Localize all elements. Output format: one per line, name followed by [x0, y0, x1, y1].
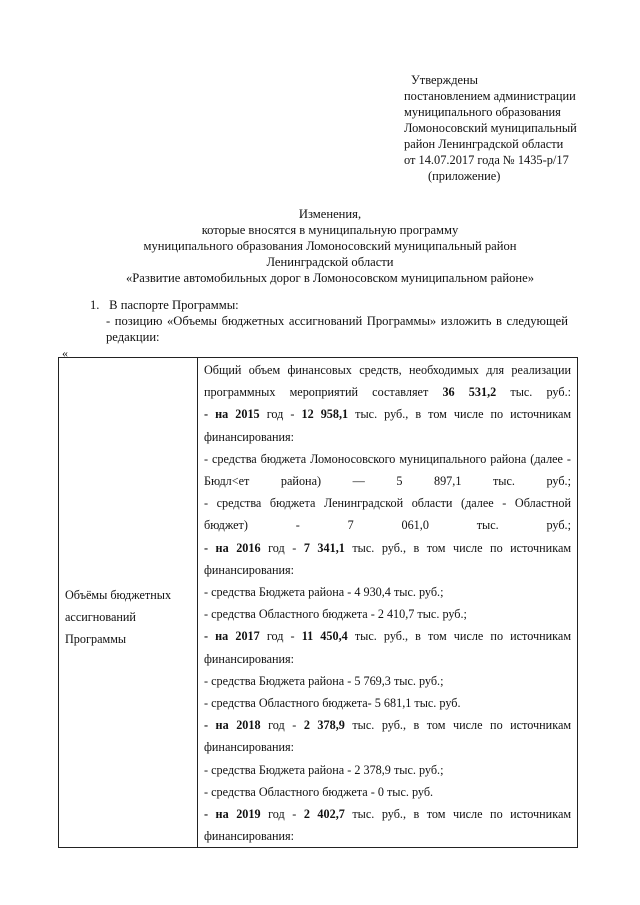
source-line: - средства Областного бюджета- 5 681,1 тыс. руб. — [204, 696, 461, 711]
heading-line: муниципального образования Ломоносовский муниципальный район — [143, 239, 517, 253]
source-line: - средства Областного бюджета - 2 410,7 тыс. руб.; — [204, 607, 467, 622]
source-line: - средства бюджета Ломоносовского муниципального района (далее - Бюдл<ет района) — 5 897,1 тыс. руб.; — [204, 451, 571, 489]
program-title: «Развитие автомобильных дорог в Ломоносовском муниципальном районе» — [125, 271, 534, 285]
budget-table — [58, 357, 578, 848]
approval-note: (приложение) — [428, 169, 501, 183]
heading-line: Ленинградской области — [266, 255, 394, 269]
year-amount: 12 958,1 — [301, 407, 349, 422]
row-content-cell — [198, 358, 578, 848]
year-amount: 2 402,7 — [303, 807, 345, 822]
section-text: - позицию «Объемы бюджетных ассигнований Программы» изложить в следующей редакции: — [106, 314, 568, 344]
approval-line: район Ленинградской области — [404, 137, 564, 151]
heading-line: Изменения, — [298, 207, 362, 221]
approval-block — [404, 72, 636, 184]
document-heading — [60, 206, 600, 286]
source-line: - средства Бюджета района - 5 769,3 тыс. руб.; — [204, 673, 444, 688]
total-line: Общий объем финансовых средств, необходимых для реализации программных мероприятий составляет 36 531,2 тыс. руб.: — [204, 363, 571, 400]
year-value: 2015 — [235, 407, 260, 422]
section-number: 1. — [90, 298, 100, 312]
source-line: - средства Бюджета района - 2 378,9 тыс. руб.; — [204, 762, 444, 777]
approval-line: постановлением администрации — [404, 89, 576, 103]
table-row — [59, 358, 578, 848]
year-value: 2019 — [236, 807, 261, 822]
heading-line: которые вносятся в муниципальную программу — [201, 223, 459, 237]
source-line: - средства бюджета Ленинградской области (далее - Областной бюджет) - 7 061,0 тыс. руб.; — [204, 496, 571, 533]
year-amount: 11 450,4 — [301, 629, 348, 644]
year-line-2019: - на 2019 год - 2 402,7 тыс. руб., в том числе по источникам финансирования: — [204, 807, 572, 844]
year-line-2018: - на 2018 год - 2 378,9 тыс. руб., в том числе по источникам финансирования: — [204, 718, 572, 755]
total-amount: 36 531,2 — [442, 385, 497, 400]
year-value: 2018 — [236, 718, 261, 733]
year-amount: 7 341,1 — [303, 540, 345, 555]
section-item — [90, 297, 568, 345]
source-line: - средства Областного бюджета - 0 тыс. руб. — [204, 784, 434, 799]
year-amount: 2 378,9 — [303, 718, 345, 733]
section-title: В паспорте Программы: — [109, 298, 239, 312]
approval-date-number: от 14.07.2017 года № 1435-р/17 — [404, 153, 569, 167]
row-label-line: ассигнований — [65, 610, 136, 625]
approval-line: муниципального образования — [404, 105, 561, 119]
row-label-line: Объёмы бюджетных — [65, 588, 172, 602]
year-line-2016: - на 2016 год - 7 341,1 тыс. руб., в том числе по источникам финансирования: — [204, 540, 572, 577]
year-value: 2016 — [236, 540, 261, 555]
approval-line: Ломоносовский муниципальный — [404, 121, 577, 135]
year-line-2015: - на 2015 год - 12 958,1 тыс. руб., в том числе по источникам финансирования: — [204, 407, 572, 444]
quote-open-mark: « — [62, 346, 68, 360]
row-label-cell — [59, 358, 198, 848]
approval-title: Утверждены — [411, 73, 478, 87]
row-label-line: Программы — [65, 632, 127, 647]
year-value: 2017 — [235, 629, 260, 644]
year-line-2017: - на 2017 год - 11 450,4 тыс. руб., в том числе по источникам финансирования: — [204, 629, 572, 666]
source-line: - средства Бюджета района - 4 930,4 тыс. руб.; — [204, 585, 444, 600]
